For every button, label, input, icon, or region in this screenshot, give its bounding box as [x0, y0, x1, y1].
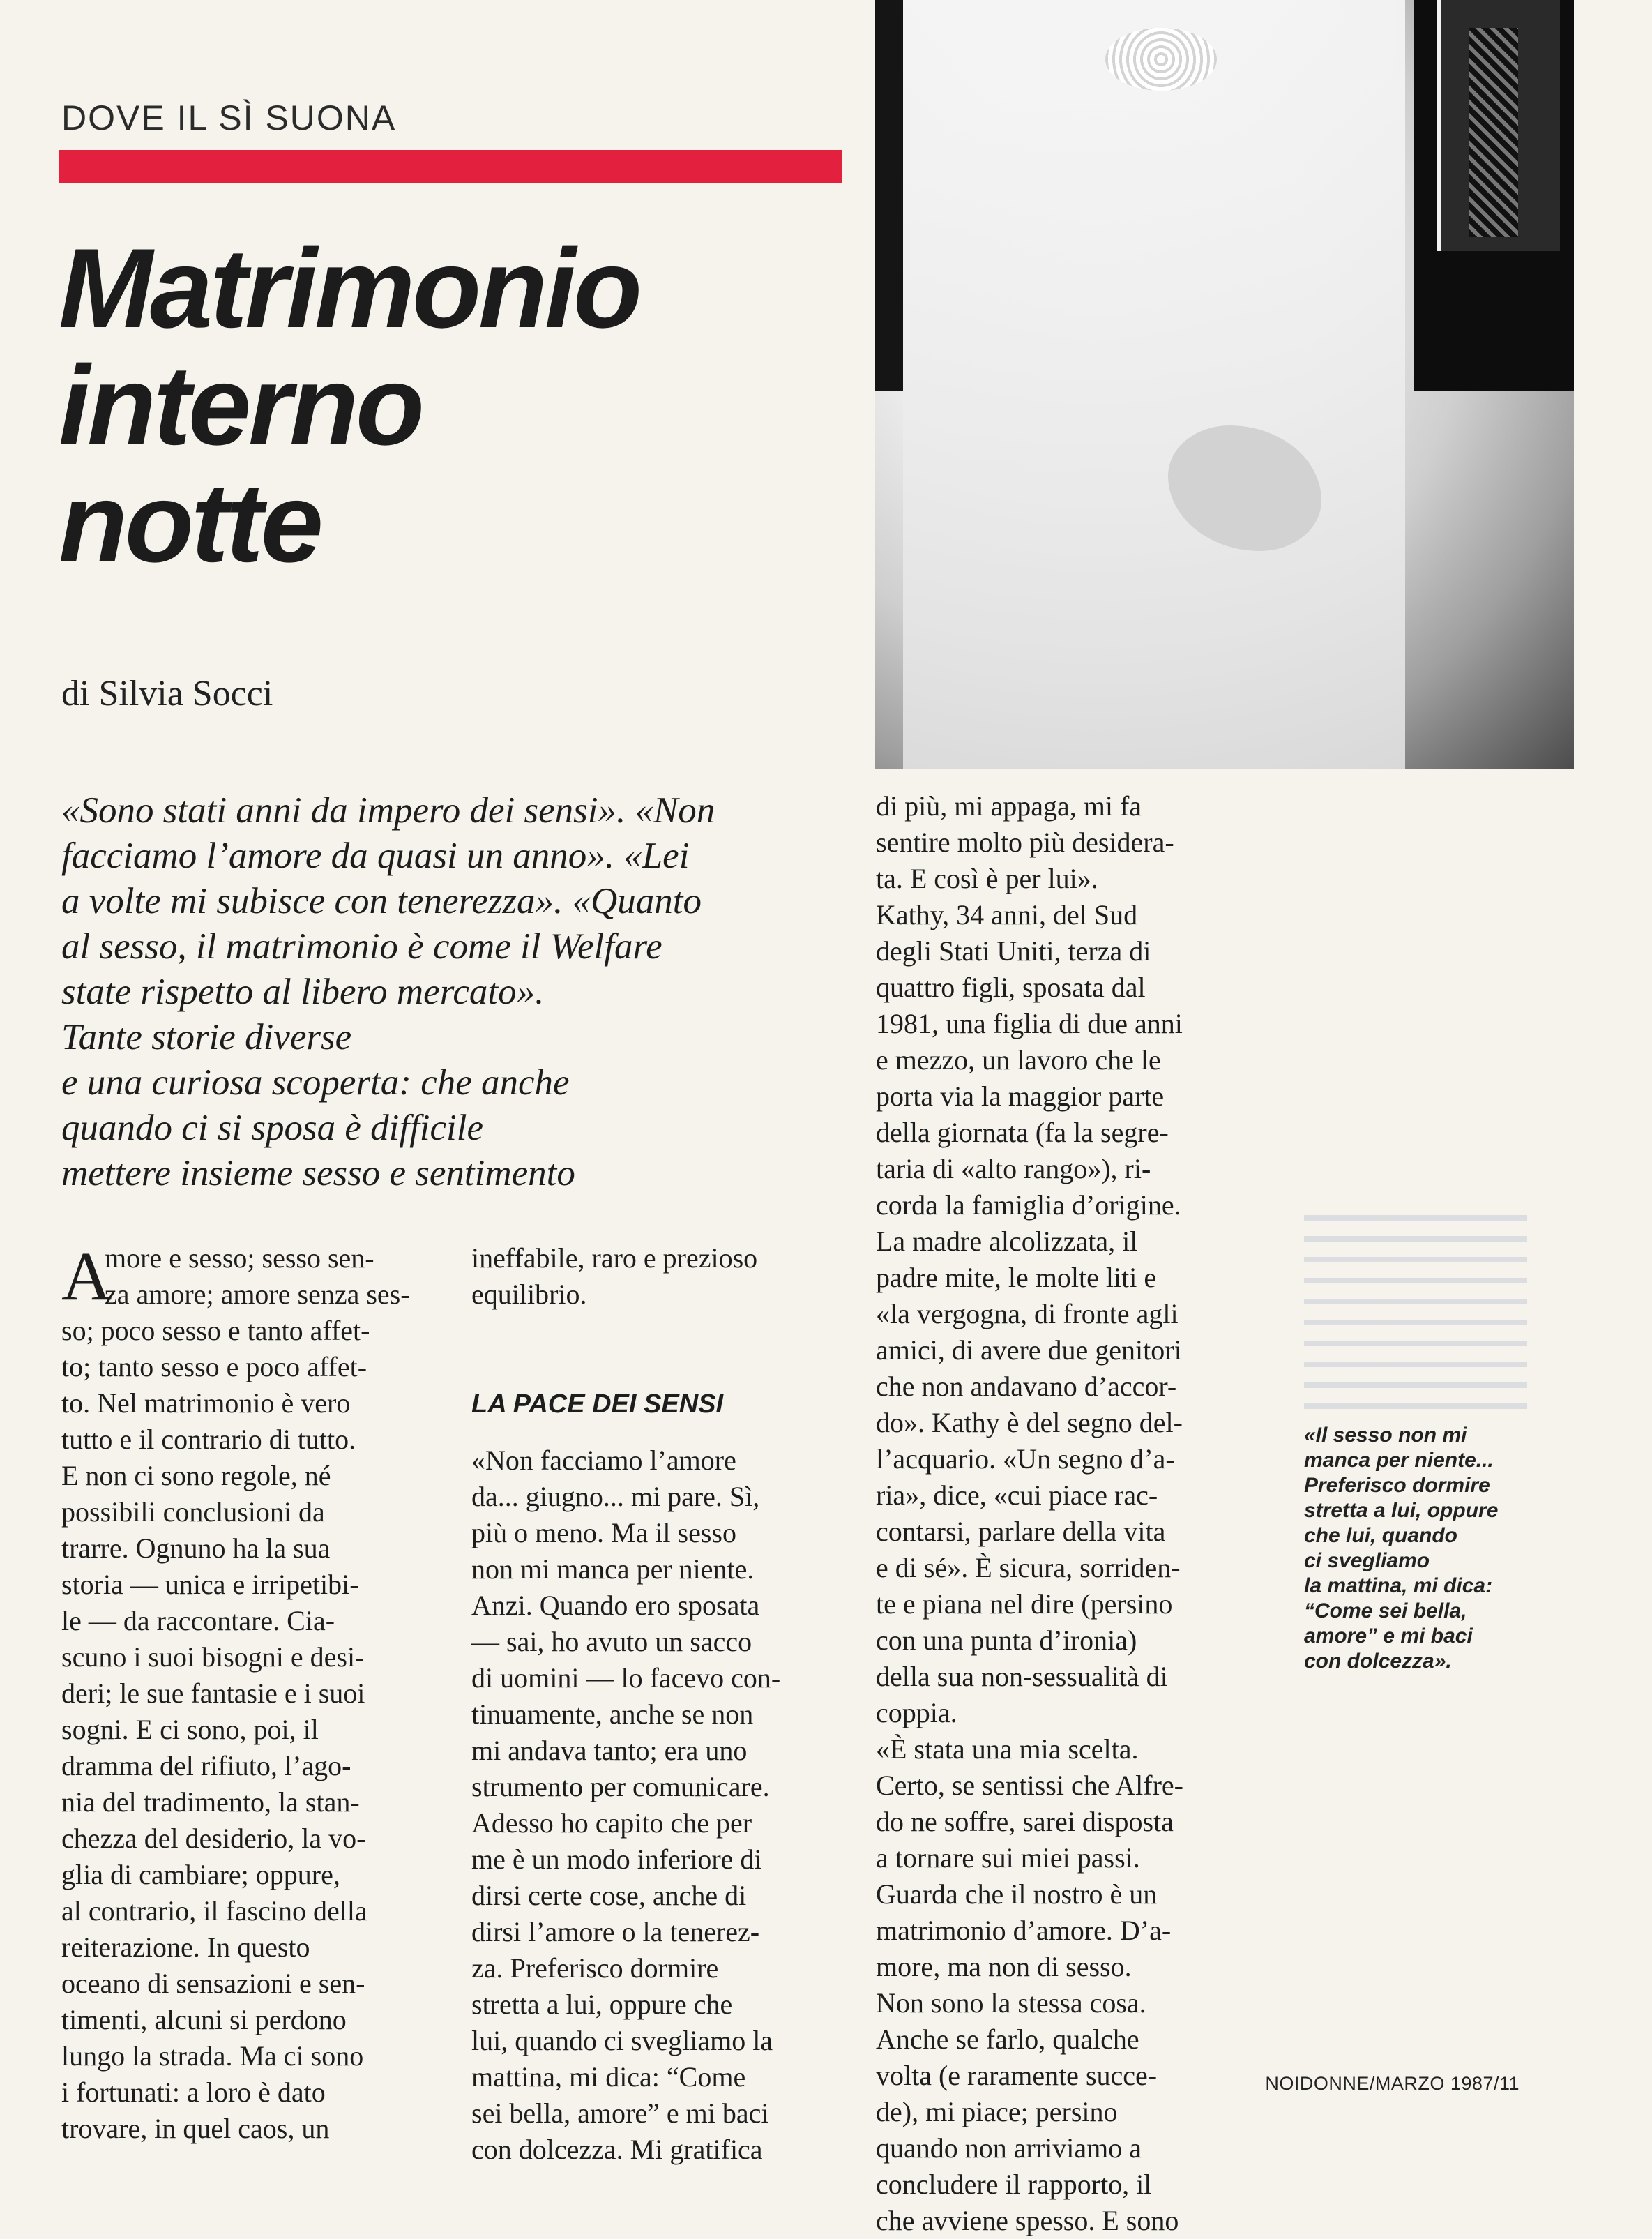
text-line: non mi manca per niente.	[471, 1553, 755, 1585]
text-line: tinuamente, anche se non	[471, 1698, 754, 1730]
text-line: che non andavano d’accor-	[876, 1371, 1177, 1402]
text-line: Kathy, 34 anni, del Sud	[876, 899, 1138, 930]
pull-quote-line: stretta a lui, oppure	[1304, 1499, 1499, 1522]
text-line: Anche se farlo, qualche	[876, 2023, 1139, 2055]
pull-quote-line: che lui, quando	[1304, 1524, 1458, 1547]
text-line: sentire molto più desidera-	[876, 827, 1174, 858]
text-line: more e sesso; sesso sen-	[105, 1242, 374, 1274]
text-line: trovare, in quel caos, un	[61, 2113, 330, 2144]
text-line: mi andava tanto; era uno	[471, 1735, 748, 1766]
title-line: notte	[59, 460, 321, 586]
text-line: tutto e il contrario di tutto.	[61, 1424, 356, 1455]
text-line: «Non facciamo l’amore	[471, 1445, 736, 1476]
pull-quote-line: la mattina, mi dica:	[1304, 1574, 1493, 1597]
text-line: contarsi, parlare della vita	[876, 1516, 1166, 1547]
text-line: — sai, ho avuto un sacco	[471, 1626, 752, 1657]
text-line: concludere il rapporto, il	[876, 2169, 1152, 2200]
pull-quote-line: con dolcezza».	[1304, 1650, 1452, 1673]
text-line: oceano di sensazioni e sen-	[61, 1968, 365, 1999]
byline: di Silvia Socci	[61, 674, 273, 714]
subheading: LA PACE DEI SENSI	[471, 1389, 724, 1419]
text-line: i fortunati: a loro è dato	[61, 2076, 326, 2108]
text-line: equilibrio.	[471, 1279, 587, 1310]
text-line: corda la famiglia d’origine.	[876, 1189, 1181, 1221]
text-line: glia di cambiare; oppure,	[61, 1859, 340, 1890]
text-line: di uomini — lo facevo con-	[471, 1662, 781, 1694]
wedding-photo	[875, 0, 1574, 769]
text-line: reiterazione. In questo	[61, 1931, 310, 1963]
text-line: Anzi. Quando ero sposata	[471, 1590, 760, 1621]
text-line: scuno i suoi bisogni e desi-	[61, 1641, 365, 1673]
text-line: le — da raccontare. Cia-	[61, 1605, 335, 1636]
text-line: Adesso ho capito che per	[471, 1807, 752, 1839]
text-line: za. Preferisco dormire	[471, 1952, 719, 1984]
column-2	[471, 1442, 862, 2168]
text-line: timenti, alcuni si perdono	[61, 2004, 347, 2035]
text-line: taria di «alto rango»), ri-	[876, 1153, 1151, 1184]
text-line: che avviene spesso. E sono	[876, 2205, 1179, 2236]
text-line: E non ci sono regole, né	[61, 1460, 331, 1491]
text-line: al contrario, il fascino della	[61, 1895, 367, 1927]
text-line: do ne soffre, sarei disposta	[876, 1806, 1174, 1837]
text-line: strumento per comunicare.	[471, 1771, 770, 1802]
ghost-text	[1304, 1200, 1527, 1409]
text-line: 1981, una figlia di due anni	[876, 1008, 1183, 1039]
standfirst-line: state rispetto al libero mercato».	[61, 972, 545, 1012]
page-folio: NOIDONNE/MARZO 1987/11	[1265, 2073, 1520, 2094]
text-line: te e piana nel dire (persino	[876, 1588, 1173, 1620]
text-line: Non sono la stessa cosa.	[876, 1987, 1146, 2019]
title-line: Matrimonio	[59, 225, 639, 352]
text-line: a tornare sui miei passi.	[876, 1842, 1140, 1874]
pull-quote-line: ci svegliamo	[1304, 1549, 1430, 1572]
text-line: to; tanto sesso e poco affet-	[61, 1351, 367, 1382]
text-line: stretta a lui, oppure che	[471, 1989, 733, 2020]
text-line: quando non arriviamo a	[876, 2132, 1142, 2164]
text-line: e mezzo, un lavoro che le	[876, 1044, 1161, 1076]
pull-quote-line: “Come sei bella,	[1304, 1599, 1467, 1622]
title-line: interno	[59, 342, 422, 469]
text-line: lui, quando ci svegliamo la	[471, 2025, 773, 2056]
standfirst-line: al sesso, il matrimonio è come il Welfare	[61, 926, 662, 967]
pull-quote-line: Preferisco dormire	[1304, 1474, 1490, 1497]
text-line: quattro figli, sposata dal	[876, 972, 1146, 1003]
text-line: e di sé». È sicura, sorriden-	[876, 1552, 1181, 1583]
article-title	[59, 225, 639, 586]
section-label: DOVE IL SÌ SUONA	[61, 98, 397, 137]
column-1	[61, 1237, 452, 2147]
text-line: deri; le sue fantasie e i suoi	[61, 1678, 365, 1709]
text-line: ria», dice, «cui piace rac-	[876, 1479, 1158, 1511]
text-line: sogni. E ci sono, poi, il	[61, 1714, 319, 1745]
text-line: storia — unica e irripetibi-	[61, 1569, 359, 1600]
text-line: mattina, mi dica: “Come	[471, 2061, 746, 2093]
pull-quote	[1304, 1423, 1569, 1674]
text-line: da... giugno... mi pare. Sì,	[471, 1481, 760, 1512]
text-line: Certo, se sentissi che Alfre-	[876, 1770, 1183, 1801]
text-line: della sua non-sessualità di	[876, 1661, 1168, 1692]
column-2-intro	[471, 1240, 862, 1313]
text-line: di più, mi appaga, mi fa	[876, 790, 1142, 822]
text-line: porta via la maggior parte	[876, 1080, 1165, 1112]
text-line: me è un modo inferiore di	[471, 1844, 762, 1875]
standfirst-line: e una curiosa scoperta: che anche	[61, 1062, 570, 1103]
pull-quote-line: manca per niente...	[1304, 1449, 1494, 1472]
text-line: dramma del rifiuto, l’ago-	[61, 1750, 351, 1781]
standfirst-line: mettere insieme sesso e sentimento	[61, 1153, 575, 1193]
text-line: matrimonio d’amore. D’a-	[876, 1915, 1172, 1946]
standfirst-line: a volte mi subisce con tenerezza». «Quanto	[61, 881, 702, 921]
text-line: de), mi piace; persino	[876, 2096, 1118, 2127]
pull-quote-line: amore” e mi baci	[1304, 1624, 1473, 1648]
column-3	[876, 788, 1266, 2239]
text-line: «la vergogna, di fronte agli	[876, 1298, 1179, 1329]
standfirst-line: Tante storie diverse	[61, 1017, 352, 1057]
text-line: più o meno. Ma il sesso	[471, 1517, 736, 1548]
text-line: za amore; amore senza ses-	[105, 1279, 410, 1310]
text-line: Guarda che il nostro è un	[876, 1878, 1158, 1910]
text-line: coppia.	[876, 1697, 957, 1728]
text-line: do». Kathy è del segno del-	[876, 1407, 1183, 1438]
standfirst-line: «Sono stati anni da impero dei sensi». «Non	[61, 790, 715, 831]
text-line: ta. E così è per lui».	[876, 863, 1098, 894]
text-line: con una punta d’ironia)	[876, 1624, 1137, 1656]
red-rule	[59, 150, 842, 183]
text-line: lungo la strada. Ma ci sono	[61, 2040, 364, 2072]
standfirst	[61, 788, 849, 1196]
text-line: amici, di avere due genitori	[876, 1334, 1182, 1366]
text-line: della giornata (fa la segre-	[876, 1117, 1169, 1148]
text-line: padre mite, le molte liti e	[876, 1262, 1157, 1293]
text-line: to. Nel matrimonio è vero	[61, 1387, 351, 1419]
text-line: degli Stati Uniti, terza di	[876, 935, 1151, 967]
text-line: ineffabile, raro e prezioso	[471, 1242, 758, 1274]
text-line: so; poco sesso e tanto affet-	[61, 1315, 370, 1346]
text-line: more, ma non di sesso.	[876, 1951, 1132, 1982]
pull-quote-line: «Il sesso non mi	[1304, 1424, 1467, 1447]
text-line: dirsi l’amore o la tenerez-	[471, 1916, 760, 1947]
text-line: nia del tradimento, la stan-	[61, 1786, 360, 1818]
text-line: La madre alcolizzata, il	[876, 1226, 1138, 1257]
standfirst-line: quando ci si sposa è difficile	[61, 1108, 484, 1148]
text-line: l’acquario. «Un segno d’a-	[876, 1443, 1175, 1475]
text-line: sei bella, amore” e mi baci	[471, 2097, 769, 2129]
text-line: con dolcezza. Mi gratifica	[471, 2134, 763, 2165]
text-line: chezza del desiderio, la vo-	[61, 1823, 366, 1854]
text-line: possibili conclusioni da	[61, 1496, 325, 1528]
text-line: trarre. Ognuno ha la sua	[61, 1532, 331, 1564]
text-line: volta (e raramente succe-	[876, 2060, 1158, 2091]
text-line: «È stata una mia scelta.	[876, 1733, 1139, 1765]
drop-cap: A	[61, 1237, 112, 1315]
standfirst-line: facciamo l’amore da quasi un anno». «Lei	[61, 836, 690, 876]
text-line: dirsi certe cose, anche di	[471, 1880, 747, 1911]
